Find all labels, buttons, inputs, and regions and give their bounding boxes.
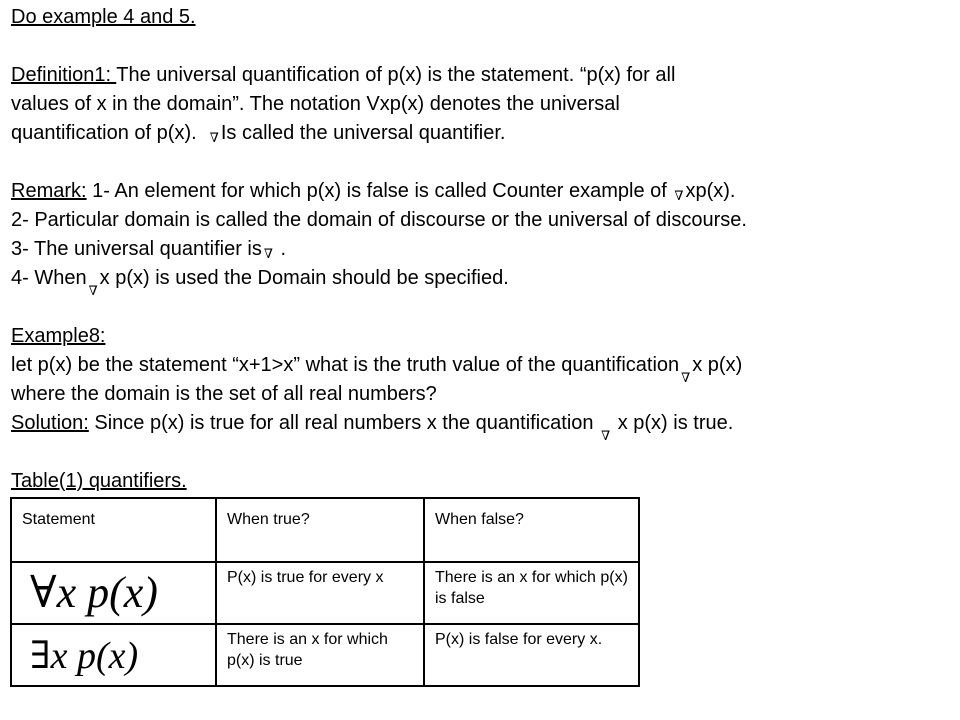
definition-text-3a: quantification of p(x). (11, 122, 197, 144)
example8-heading (11, 322, 106, 351)
remark-line-4 (11, 264, 509, 298)
table-row (11, 624, 639, 686)
cell-when-true: There is an x for which p(x) is true (216, 624, 424, 686)
heading-text: Do example 4 and 5. (11, 6, 196, 28)
forall-icon: ∀ (30, 567, 57, 618)
table-title-text: Table(1) quantifiers. (11, 470, 187, 492)
exists-expression: ∃x p(x) (30, 632, 139, 677)
forall-icon: ∇ (263, 247, 273, 262)
example8-text-2: where the domain is the set of all real numbers? (11, 383, 437, 405)
forall-icon: ∇ (674, 189, 684, 204)
example8-label: Example8: (11, 325, 106, 347)
header-when-false: When false? (424, 498, 639, 562)
statement-exists (11, 624, 216, 686)
definition-label: Definition1: (11, 64, 117, 86)
table-row (11, 562, 639, 624)
exists-icon: ∃ (30, 632, 51, 677)
definition-text-1: The universal quantification of p(x) is the statement. “p(x) for all (116, 64, 676, 86)
remark-text-3a: 3- The universal quantifier is (11, 238, 262, 260)
example8-text-1a: let p(x) be the statement “x+1>x” what is the truth value of the quantification (11, 354, 680, 376)
statement-forall (11, 562, 216, 624)
header-statement: Statement (11, 498, 216, 562)
example8-line-2 (11, 380, 437, 409)
solution-label: Solution: (11, 412, 89, 434)
solution-text-b: x p(x) is true. (612, 412, 734, 434)
remark-line-2 (11, 206, 747, 235)
heading (11, 3, 196, 32)
table-title (11, 467, 187, 496)
remark-text-2: 2- Particular domain is called the domain of discourse or the universal of discourse. (11, 209, 747, 231)
remark-label: Remark: (11, 180, 87, 202)
solution-text-a: Since p(x) is true for all real numbers x the quantification (88, 412, 600, 434)
definition-line-1 (11, 61, 675, 90)
remark-text-4b: x p(x) is used the Domain should be specified. (99, 267, 509, 289)
definition-line-3 (11, 119, 505, 148)
remark-text-1a: 1- An element for which p(x) is false is called Counter example of (86, 180, 673, 202)
remark-text-4a: 4- When (11, 267, 87, 289)
quantifiers-table (10, 497, 640, 687)
solution-line (11, 409, 733, 443)
remark-text-3b: . (274, 238, 287, 260)
definition-text-2: values of x in the domain”. The notation Vxp(x) denotes the universal (11, 93, 620, 115)
definition-text-3b: Is called the universal quantifier. (220, 122, 506, 144)
remark-text-1b: xp(x). (685, 180, 736, 202)
remark-line-3 (11, 235, 286, 264)
remark-line-1 (11, 177, 735, 206)
example8-text-1b: x p(x) (692, 354, 743, 376)
forall-icon: ∇ (209, 131, 219, 146)
definition-line-2 (11, 90, 620, 119)
table-header-row (11, 498, 639, 562)
forall-expression: ∀x p(x) (30, 567, 158, 618)
header-when-true: When true? (216, 498, 424, 562)
forall-icon: ∇ (88, 284, 98, 299)
forall-icon: ∇ (681, 371, 691, 386)
cell-when-false: P(x) is false for every x. (424, 624, 639, 686)
forall-icon: ∇ (601, 429, 611, 444)
cell-when-false: There is an x for which p(x) is false (424, 562, 639, 624)
cell-when-true: P(x) is true for every x (216, 562, 424, 624)
